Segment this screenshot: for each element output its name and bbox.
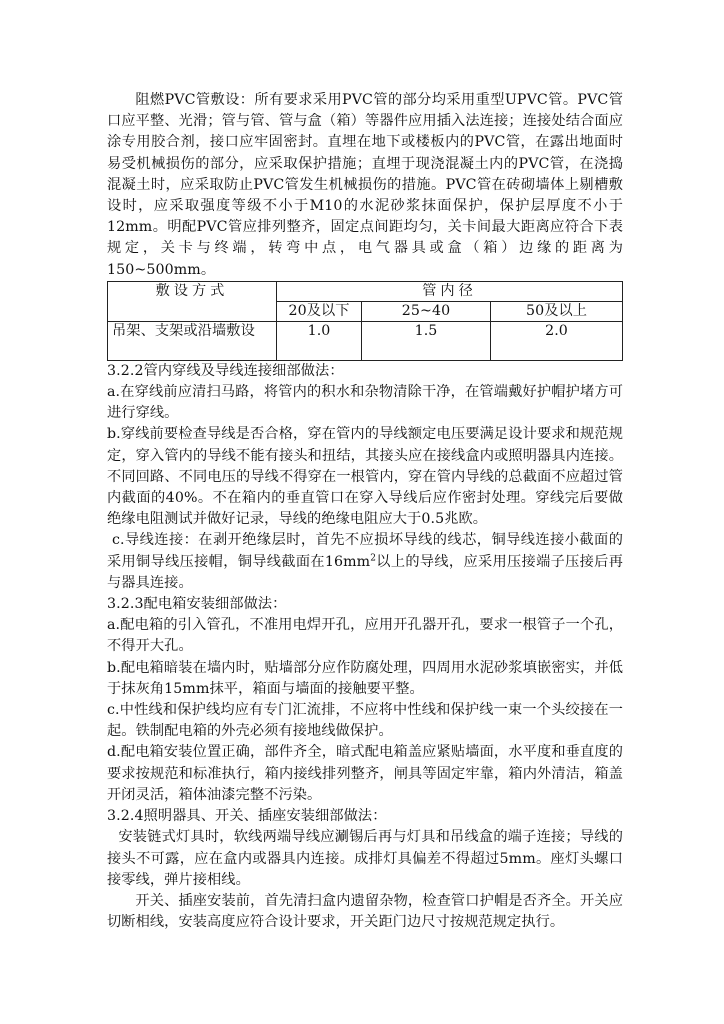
- table-subheader: 25~40: [362, 301, 491, 321]
- section-title-3-2-4: 3.2.4照明器具、开关、插座安装细部做法：: [107, 808, 387, 825]
- s323-item-c: c.中性线和保护线均应有专门汇流排，不应将中性线和保护线一束一个头绞接在一起。铁制配电箱的外壳必须有接地线做保护。: [107, 702, 623, 740]
- spacing-table: [107, 281, 623, 361]
- section-title-3-2-3: 3.2.3配电箱安装细部做法：: [107, 596, 287, 613]
- table-cell: 1.5: [362, 321, 491, 360]
- s322-c-text: c.导线连接：在剥开绝缘层时，首先不应损坏导线的线芯，铜导线连接小截面的采用铜导线压接帽，铜导线截面在16mm: [107, 532, 623, 570]
- s324-paragraph-2: 开关、插座安装前，首先清扫盒内遗留杂物，检查管口护帽是否齐全。开关应切断相线，安装高度应符合设计要求，开关距门边尺寸按规范规定执行。: [107, 892, 623, 931]
- s323-item-a: a.配电箱的引入管孔，不准用电焊开孔，应用开孔器开孔，要求一根管子一个孔，不得开大孔。: [107, 617, 623, 655]
- superscript-2: 2: [370, 552, 377, 563]
- s322-item-a: a.在穿线前应清扫马路，将管内的积水和杂物清除干净，在管端戴好护帽护堵方可进行穿线。: [107, 384, 623, 422]
- s322-item-b: b.穿线前要检查导线是否合格，穿在管内的导线额定电压要满足设计要求和规范规定，穿入管内的导线不能有接头和扭结，其接头应在接线盒内或照明器具内连接。不同回路、不同电压的导线不得穿在一根管内，穿在管内导线的总截面不应超过管内截面的40%。不在箱内的垂直管口在穿入导线后应作密封处理。穿线完后要做绝缘电阻测试并做好记录，导线的绝缘电阻应大于0.5兆欧。: [107, 426, 623, 528]
- s322-c-text-after: 以上的导线，应采用压接端子压接后再与器具连接。: [107, 553, 623, 591]
- document-page: [107, 90, 623, 933]
- table-header-diameter: 管内径: [277, 281, 623, 301]
- table-cell: 2.0: [491, 321, 623, 360]
- pvc-paragraph: 阻燃PVC管敷设：所有要求采用PVC管的部分均采用重型UPVC管。PVC管口应平整、光滑；管与管、管与盒（箱）等器件应用插入法连接；连接处结合面应涂专用胶合剂，接口应牢固密封。直埋在地下或楼板内的PVC管，在露出地面时易受机械损伤的部分，应采取保护措施；直埋于现浇混凝土内的PVC管，在浇捣混凝土时，应采取防止PVC管发生机械损伤的措施。PVC管在砖砌墙体上剔槽敷设时，应采取强度等级不小于M10的水泥砂浆抹面保护，保护层厚度不小于12mm。明配PVC管应排列整齐，固定点间距均匀，关卡间最大距离应符合下表规定，关卡与终端，转弯中点，电气器具或盒（箱）边缘的距离为150~500mm。: [107, 92, 623, 278]
- s323-item-d: d.配电箱安装位置正确，部件齐全，暗式配电箱盖应紧贴墙面，水平度和垂直度的要求按规范和标准执行，箱内接线排列整齐，闸具等固定牢靠，箱内外清洁，箱盖开闭灵活，箱体油漆完整不污染。: [107, 744, 623, 803]
- table-header-method: 敷设方式: [108, 281, 277, 321]
- section-title-3-2-2: 3.2.2管内穿线及导线连接细部做法：: [107, 362, 344, 379]
- s323-item-b: b.配电箱暗装在墙内时，贴墙部分应作防腐处理，四周用水泥砂浆填嵌密实，并低于抹灰角15mm抹平，箱面与墙面的接触要平整。: [107, 659, 623, 697]
- table-subheader: 50及以上: [491, 301, 623, 321]
- s322-item-c: [107, 530, 623, 594]
- table-subheader: 20及以下: [277, 301, 362, 321]
- table-cell: 1.0: [277, 321, 362, 360]
- s324-paragraph-1: 安装链式灯具时，软线两端导线应涮锡后再与灯具和吊线盒的端子连接；导线的接头不可露，应在盒内或器具内连接。成排灯具偏差不得超过5mm。座灯头螺口接零线，弹片接相线。: [107, 829, 623, 888]
- table-row-label: 吊架、支架或沿墙敷设: [108, 321, 277, 360]
